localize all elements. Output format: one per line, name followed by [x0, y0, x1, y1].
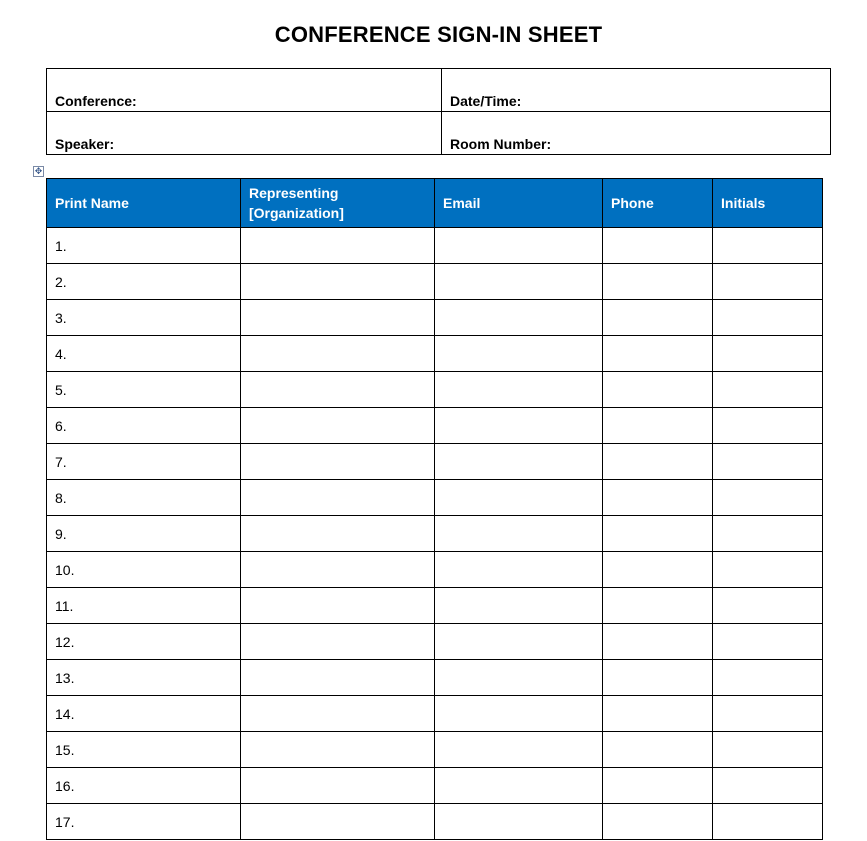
- row-number: 15.: [55, 741, 75, 758]
- organization-cell[interactable]: [241, 228, 435, 264]
- email-cell[interactable]: [435, 444, 603, 480]
- email-cell[interactable]: [435, 264, 603, 300]
- representing-header-text: Representing [Organization]: [249, 185, 344, 221]
- print-name-cell[interactable]: [47, 696, 241, 732]
- organization-cell[interactable]: [241, 444, 435, 480]
- column-header-email: Email: [435, 179, 603, 228]
- phone-cell[interactable]: [603, 552, 713, 588]
- row-number: 4.: [55, 345, 67, 362]
- email-cell[interactable]: [435, 696, 603, 732]
- table-row: [47, 804, 823, 840]
- signin-table: [46, 178, 823, 840]
- email-cell[interactable]: [435, 300, 603, 336]
- phone-cell[interactable]: [603, 336, 713, 372]
- email-cell[interactable]: [435, 624, 603, 660]
- initials-cell[interactable]: [713, 516, 823, 552]
- organization-cell[interactable]: [241, 372, 435, 408]
- date-time-label: Date/Time:: [450, 93, 522, 109]
- print-name-cell[interactable]: [47, 660, 241, 696]
- print-name-cell[interactable]: [47, 732, 241, 768]
- print-name-cell[interactable]: [47, 300, 241, 336]
- phone-cell[interactable]: [603, 444, 713, 480]
- email-cell[interactable]: [435, 516, 603, 552]
- initials-cell[interactable]: [713, 264, 823, 300]
- phone-cell[interactable]: [603, 408, 713, 444]
- column-header-representing: [241, 179, 435, 228]
- email-cell[interactable]: [435, 804, 603, 840]
- organization-cell[interactable]: [241, 336, 435, 372]
- initials-cell[interactable]: [713, 804, 823, 840]
- signin-rows: [47, 228, 823, 840]
- conference-label: Conference:: [55, 93, 137, 109]
- table-row: [47, 768, 823, 804]
- organization-cell[interactable]: [241, 300, 435, 336]
- phone-cell[interactable]: [603, 372, 713, 408]
- initials-cell[interactable]: [713, 444, 823, 480]
- print-name-cell[interactable]: [47, 408, 241, 444]
- email-cell[interactable]: [435, 408, 603, 444]
- organization-cell[interactable]: [241, 408, 435, 444]
- phone-cell[interactable]: [603, 264, 713, 300]
- table-row: [47, 372, 823, 408]
- phone-cell[interactable]: [603, 660, 713, 696]
- email-cell[interactable]: [435, 552, 603, 588]
- initials-cell[interactable]: [713, 408, 823, 444]
- table-row: [47, 732, 823, 768]
- table-row: [47, 516, 823, 552]
- print-name-cell[interactable]: [47, 768, 241, 804]
- info-row: [47, 112, 831, 155]
- table-row: [47, 588, 823, 624]
- column-header-initials: Initials: [713, 179, 823, 228]
- table-row: [47, 336, 823, 372]
- speaker-field[interactable]: [47, 112, 442, 155]
- row-number: 11.: [55, 597, 74, 614]
- print-name-cell[interactable]: [47, 552, 241, 588]
- table-row: [47, 300, 823, 336]
- initials-cell[interactable]: [713, 768, 823, 804]
- initials-cell[interactable]: [713, 300, 823, 336]
- organization-cell[interactable]: [241, 516, 435, 552]
- initials-cell[interactable]: [713, 552, 823, 588]
- row-number: 17.: [55, 813, 75, 830]
- row-number: 12.: [55, 633, 75, 650]
- column-header-phone: Phone: [603, 179, 713, 228]
- row-number: 1.: [55, 237, 67, 254]
- email-cell[interactable]: [435, 228, 603, 264]
- speaker-label: Speaker:: [55, 136, 115, 152]
- row-number: 5.: [55, 381, 67, 398]
- email-cell[interactable]: [435, 732, 603, 768]
- row-number: 9.: [55, 525, 67, 542]
- phone-cell[interactable]: [603, 588, 713, 624]
- print-name-cell[interactable]: [47, 228, 241, 264]
- phone-cell[interactable]: [603, 624, 713, 660]
- organization-cell[interactable]: [241, 804, 435, 840]
- phone-cell[interactable]: [603, 768, 713, 804]
- table-row: [47, 480, 823, 516]
- print-name-cell[interactable]: [47, 444, 241, 480]
- print-name-cell[interactable]: [47, 264, 241, 300]
- organization-cell[interactable]: [241, 768, 435, 804]
- initials-cell[interactable]: [713, 372, 823, 408]
- organization-cell[interactable]: [241, 480, 435, 516]
- row-number: 16.: [55, 777, 75, 794]
- initials-cell[interactable]: [713, 336, 823, 372]
- phone-cell[interactable]: [603, 804, 713, 840]
- row-number: 2.: [55, 273, 67, 290]
- conference-field[interactable]: [47, 69, 442, 112]
- phone-cell[interactable]: [603, 300, 713, 336]
- email-cell[interactable]: [435, 372, 603, 408]
- table-row: [47, 696, 823, 732]
- print-name-cell[interactable]: [47, 804, 241, 840]
- phone-cell[interactable]: [603, 228, 713, 264]
- organization-cell[interactable]: [241, 732, 435, 768]
- row-number: 7.: [55, 453, 67, 470]
- initials-cell[interactable]: [713, 228, 823, 264]
- phone-cell[interactable]: [603, 732, 713, 768]
- row-number: 14.: [55, 705, 75, 722]
- row-number: 3.: [55, 309, 67, 326]
- table-row: [47, 624, 823, 660]
- initials-cell[interactable]: [713, 660, 823, 696]
- organization-cell[interactable]: [241, 588, 435, 624]
- initials-cell[interactable]: [713, 588, 823, 624]
- print-name-cell[interactable]: [47, 516, 241, 552]
- email-cell[interactable]: [435, 588, 603, 624]
- organization-cell[interactable]: [241, 696, 435, 732]
- move-icon[interactable]: ✥: [34, 166, 43, 176]
- page-title: CONFERENCE SIGN-IN SHEET: [274, 22, 603, 47]
- initials-cell[interactable]: [713, 696, 823, 732]
- print-name-cell[interactable]: [47, 588, 241, 624]
- row-number: 10.: [55, 561, 75, 578]
- table-row: [47, 552, 823, 588]
- initials-cell[interactable]: [713, 624, 823, 660]
- column-header-print-name: Print Name: [47, 179, 241, 228]
- initials-cell[interactable]: [713, 480, 823, 516]
- email-cell[interactable]: [435, 768, 603, 804]
- initials-cell[interactable]: [713, 732, 823, 768]
- row-number: 8.: [55, 489, 67, 506]
- email-cell[interactable]: [435, 336, 603, 372]
- phone-cell[interactable]: [603, 696, 713, 732]
- organization-cell[interactable]: [241, 660, 435, 696]
- table-row: [47, 264, 823, 300]
- print-name-cell[interactable]: [47, 336, 241, 372]
- email-cell[interactable]: [435, 480, 603, 516]
- print-name-cell[interactable]: [47, 624, 241, 660]
- organization-cell[interactable]: [241, 552, 435, 588]
- organization-cell[interactable]: [241, 624, 435, 660]
- email-cell[interactable]: [435, 660, 603, 696]
- print-name-cell[interactable]: [47, 480, 241, 516]
- print-name-cell[interactable]: [47, 372, 241, 408]
- room-number-field[interactable]: [442, 112, 831, 155]
- table-row: [47, 444, 823, 480]
- phone-cell[interactable]: [603, 480, 713, 516]
- organization-cell[interactable]: [241, 264, 435, 300]
- row-number: 13.: [55, 669, 75, 686]
- date-time-field[interactable]: [442, 69, 831, 112]
- row-number: 6.: [55, 417, 67, 434]
- header-row: [47, 179, 823, 228]
- table-row: [47, 228, 823, 264]
- info-row: [47, 69, 831, 112]
- room-number-label: Room Number:: [450, 136, 552, 152]
- event-info-table: [46, 68, 831, 155]
- table-row: [47, 408, 823, 444]
- phone-cell[interactable]: [603, 516, 713, 552]
- table-row: [47, 660, 823, 696]
